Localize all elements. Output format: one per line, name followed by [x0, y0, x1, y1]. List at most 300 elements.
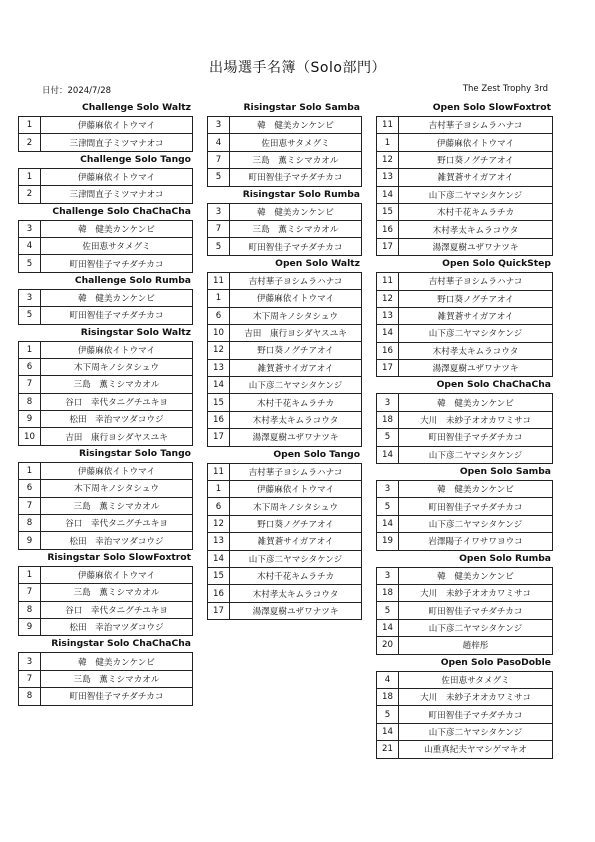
entry-number: 15 [208, 394, 230, 411]
competitor-name: 大川 未紗子オオカワミサコ [399, 411, 553, 428]
entry-number: 6 [208, 498, 230, 515]
table-row [19, 670, 193, 687]
entry-number: 17 [208, 602, 230, 619]
competitor-name: 吉村華子ヨシムラハナコ [399, 117, 553, 134]
entry-number: 21 [377, 741, 399, 758]
table-row [19, 428, 193, 445]
entry-number: 5 [208, 238, 230, 255]
competitor-name: 山下彦二ヤマシタケンジ [399, 619, 553, 636]
table-row [208, 342, 362, 359]
table-row [208, 515, 362, 532]
table-row [377, 706, 553, 723]
entry-table [207, 272, 362, 447]
entry-table [376, 272, 553, 377]
entry-number: 5 [377, 429, 399, 446]
competitor-name: 野口葵ノグチアオイ [399, 151, 553, 168]
entry-number: 10 [208, 324, 230, 341]
category-section [18, 550, 193, 637]
entry-number: 12 [377, 290, 399, 307]
entry-number: 1 [377, 134, 399, 151]
entry-number: 17 [377, 360, 399, 377]
competitor-name: 木村千花キムラチカ [230, 567, 362, 584]
entry-table [18, 341, 193, 446]
competitor-name: 伊藤麻依イトウマイ [399, 134, 553, 151]
table-row [377, 584, 553, 601]
entry-number: 1 [208, 481, 230, 498]
entry-number: 11 [377, 117, 399, 134]
competitor-name: 三島 薫ミシマカオル [41, 497, 193, 514]
table-row [377, 186, 553, 203]
entry-table [207, 116, 362, 187]
competitor-name: 松田 幸治マツダコウジ [41, 532, 193, 549]
competitor-name: 町田智佳子マチダチカコ [399, 706, 553, 723]
competitor-name: 大川 未紗子オオカワミサコ [399, 688, 553, 705]
entry-number: 5 [208, 169, 230, 186]
entry-number: 14 [377, 446, 399, 463]
competitor-name: 谷口 幸代タニグチユキヨ [41, 515, 193, 532]
table-row [208, 151, 362, 168]
competitor-name: 木下周キノシタシュウ [41, 358, 193, 375]
entry-number: 16 [377, 342, 399, 359]
table-row [377, 567, 553, 584]
competitor-name: 三津間直子ミツマナオコ [41, 186, 193, 203]
category-section [207, 100, 362, 187]
entry-table [207, 203, 362, 256]
table-row [208, 463, 362, 480]
competitor-name: 木村孝太キムラコウタ [399, 342, 553, 359]
competitor-name: 佐田恵サタメグミ [230, 134, 362, 151]
page-title: 出場選手名簿（Solo部門） [209, 60, 386, 76]
category-section [18, 636, 193, 705]
category-title: Open Solo ChaChaCha [436, 379, 551, 391]
competitor-name: 雑賀蒼サイガアオイ [399, 307, 553, 324]
competitor-name: 山下彦二ヤマシタケンジ [230, 377, 362, 394]
competitor-name: 町田智佳子マチダチカコ [230, 238, 362, 255]
competitor-name: 山下彦二ヤマシタケンジ [399, 446, 553, 463]
competitor-name: 吉田 康行ヨシダヤスユキ [230, 324, 362, 341]
table-row [19, 497, 193, 514]
category-section [18, 446, 193, 550]
table-row [377, 723, 553, 740]
table-row [19, 289, 193, 306]
category-title: Challenge Solo ChaChaCha [52, 205, 191, 217]
table-row [208, 394, 362, 411]
table-row [19, 358, 193, 375]
competitor-name: 雑賀蒼サイガアオイ [399, 169, 553, 186]
table-row [19, 134, 193, 151]
category-title: Open Solo Waltz [275, 257, 360, 269]
entry-number: 20 [377, 637, 399, 654]
entry-table [18, 462, 193, 550]
entry-number: 6 [19, 358, 41, 375]
competitor-name: 松田 幸治マツダコウジ [41, 411, 193, 428]
category-section [18, 152, 193, 204]
competitor-name: 吉村華子ヨシムラハナコ [230, 463, 362, 480]
entry-number: 7 [208, 220, 230, 237]
table-row [377, 741, 553, 758]
table-row [208, 533, 362, 550]
competitor-name: 木村千花キムラチカ [399, 203, 553, 220]
entry-number: 3 [377, 481, 399, 498]
competitor-name: 伊藤麻依イトウマイ [41, 462, 193, 479]
category-section [207, 256, 362, 447]
entry-number: 13 [377, 169, 399, 186]
table-row [377, 688, 553, 705]
competitor-name: 谷口 幸代タニグチユキヨ [41, 601, 193, 618]
entry-number: 3 [377, 394, 399, 411]
table-row [377, 238, 553, 255]
entry-number: 3 [208, 117, 230, 134]
table-row [208, 550, 362, 567]
entry-number: 17 [377, 238, 399, 255]
table-row [377, 637, 553, 654]
category-section [376, 551, 553, 655]
competitor-name: 大川 未紗子オオカワミサコ [399, 584, 553, 601]
entry-table [18, 652, 193, 705]
table-row [19, 601, 193, 618]
competitor-name: 伊藤麻依イトウマイ [41, 341, 193, 358]
table-row [19, 307, 193, 324]
entry-number: 1 [19, 566, 41, 583]
entry-number: 4 [208, 134, 230, 151]
competitor-name: 韓 健美カンケンビ [230, 203, 362, 220]
table-row [19, 168, 193, 185]
category-section [376, 256, 553, 377]
table-row [208, 481, 362, 498]
entry-number: 10 [19, 428, 41, 445]
entry-number: 17 [208, 429, 230, 446]
entry-number: 11 [377, 273, 399, 290]
competitor-name: 韓 健美カンケンビ [41, 653, 193, 670]
table-row [208, 602, 362, 619]
competitor-name: 木下周キノシタシュウ [41, 480, 193, 497]
table-row [377, 498, 553, 515]
entry-number: 7 [19, 670, 41, 687]
category-title: Risingstar Solo Tango [78, 447, 191, 459]
competitor-name: 木村孝太キムラコウタ [230, 585, 362, 602]
competitor-name: 岩澤陽子イワサワヨウコ [399, 533, 553, 550]
entry-table [18, 220, 193, 273]
competitor-name: 野口葵ノグチアオイ [230, 342, 362, 359]
competitor-name: 三島 薫ミシマカオル [230, 220, 362, 237]
entry-number: 1 [19, 462, 41, 479]
table-row [208, 238, 362, 255]
table-row [208, 498, 362, 515]
table-row [377, 325, 553, 342]
competitor-name: 三島 薫ミシマカオル [41, 584, 193, 601]
competitor-name: 三津間直子ミツマナオコ [41, 134, 193, 151]
category-section [18, 273, 193, 325]
table-row [19, 584, 193, 601]
competitor-name: 湯澤夏樹ユザワナツキ [230, 429, 362, 446]
entry-number: 8 [19, 688, 41, 705]
entry-table [18, 566, 193, 637]
table-row [377, 394, 553, 411]
column-left [18, 100, 193, 706]
entry-number: 3 [208, 203, 230, 220]
entry-table [18, 116, 193, 152]
category-section [18, 325, 193, 446]
table-row [19, 653, 193, 670]
competitor-name: 山下彦二ヤマシタケンジ [230, 550, 362, 567]
competitor-name: 町田智佳子マチダチカコ [41, 688, 193, 705]
category-title: Risingstar Solo Samba [243, 102, 360, 113]
competitor-name: 松田 幸治マツダコウジ [41, 618, 193, 635]
entry-number: 3 [19, 653, 41, 670]
entry-number: 5 [19, 307, 41, 324]
competitor-name: 佐田恵サタメグミ [41, 237, 193, 254]
column-middle [207, 100, 362, 620]
entry-number: 6 [19, 480, 41, 497]
entry-number: 13 [208, 359, 230, 376]
competitor-name: 三島 薫ミシマカオル [41, 376, 193, 393]
entry-number: 16 [208, 411, 230, 428]
entry-number: 4 [19, 237, 41, 254]
entry-number: 1 [208, 290, 230, 307]
competitor-name: 木下周キノシタシュウ [230, 498, 362, 515]
category-title: Open Solo Rumba [459, 552, 551, 564]
category-title: Challenge Solo Rumba [74, 274, 191, 286]
competitor-name: 町田智佳子マチダチカコ [399, 602, 553, 619]
table-row [19, 618, 193, 635]
competitor-name: 伊藤麻依イトウマイ [41, 566, 193, 583]
competitor-name: 湯澤夏樹ユザワナツキ [230, 602, 362, 619]
category-section [376, 100, 553, 256]
entry-number: 8 [19, 601, 41, 618]
entry-number: 5 [377, 602, 399, 619]
entry-number: 2 [19, 186, 41, 203]
table-row [19, 532, 193, 549]
entry-number: 8 [19, 393, 41, 410]
table-row [208, 117, 362, 134]
entry-number: 14 [208, 550, 230, 567]
competitor-name: 雑賀蒼サイガアオイ [230, 533, 362, 550]
entry-number: 18 [377, 411, 399, 428]
competitor-name: 吉田 康行ヨシダヤスユキ [41, 428, 193, 445]
category-title: Risingstar Solo ChaChaCha [51, 638, 191, 650]
entry-number: 14 [377, 723, 399, 740]
table-row [377, 169, 553, 186]
date-label: 日付：2024/7/28 [42, 86, 112, 96]
table-row [19, 237, 193, 254]
entry-number: 3 [377, 567, 399, 584]
competitor-name: 町田智佳子マチダチカコ [41, 255, 193, 272]
entry-number: 2 [19, 134, 41, 151]
competitor-name: 木村千花キムラチカ [230, 394, 362, 411]
table-row [377, 411, 553, 428]
table-row [377, 446, 553, 463]
table-row [377, 602, 553, 619]
table-row [19, 688, 193, 705]
category-title: Open Solo QuickStep [442, 258, 551, 270]
competitor-name: 山下彦二ヤマシタケンジ [399, 325, 553, 342]
category-title: Risingstar Solo Waltz [80, 326, 191, 338]
entry-number: 13 [208, 533, 230, 550]
entry-number: 14 [377, 325, 399, 342]
entry-number: 14 [208, 377, 230, 394]
entry-number: 3 [19, 220, 41, 237]
category-title: Open Solo Tango [273, 448, 360, 460]
table-row [377, 203, 553, 220]
category-title: Risingstar Solo Rumba [242, 188, 360, 200]
entry-number: 14 [377, 515, 399, 532]
competitor-name: 韓 健美カンケンビ [41, 220, 193, 237]
table-row [19, 376, 193, 393]
competitor-name: 雑賀蒼サイガアオイ [230, 359, 362, 376]
competitor-name: 山下彦二ヤマシタケンジ [399, 723, 553, 740]
entry-number: 18 [377, 688, 399, 705]
category-title: Challenge Solo Tango [80, 153, 191, 165]
table-row [208, 220, 362, 237]
category-title: Open Solo SlowFoxtrot [432, 102, 551, 113]
table-row [208, 411, 362, 428]
competitor-name: 谷口 幸代タニグチユキヨ [41, 393, 193, 410]
entry-number: 5 [377, 706, 399, 723]
competitor-name: 野口葵ノグチアオイ [399, 290, 553, 307]
competitor-name: 吉村華子ヨシムラハナコ [230, 272, 362, 289]
competitor-name: 韓 健美カンケンビ [399, 394, 553, 411]
category-title: Risingstar Solo SlowFoxtrot [47, 551, 191, 563]
entry-number: 11 [208, 272, 230, 289]
table-row [19, 462, 193, 479]
competitor-name: 町田智佳子マチダチカコ [230, 169, 362, 186]
competitor-name: 伊藤麻依イトウマイ [230, 290, 362, 307]
table-row [19, 515, 193, 532]
competitor-name: 韓 健美カンケンビ [41, 289, 193, 306]
table-row [208, 324, 362, 341]
entry-number: 1 [19, 117, 41, 134]
column-right [376, 100, 553, 759]
competitor-name: 山下彦二ヤマシタケンジ [399, 515, 553, 532]
table-row [19, 255, 193, 272]
table-row [377, 533, 553, 550]
entry-number: 6 [208, 307, 230, 324]
competitor-name: 伊藤麻依イトウマイ [41, 168, 193, 185]
category-section [18, 204, 193, 273]
entry-number: 14 [377, 186, 399, 203]
entry-number: 9 [19, 532, 41, 549]
competitor-name: 木村孝太キムラコウタ [399, 221, 553, 238]
table-row [377, 117, 553, 134]
category-title: Challenge Solo Waltz [81, 102, 191, 113]
entry-number: 9 [19, 618, 41, 635]
entry-number: 9 [19, 411, 41, 428]
table-row [377, 151, 553, 168]
entry-number: 12 [208, 342, 230, 359]
table-row [208, 567, 362, 584]
competitor-name: 伊藤麻依イトウマイ [41, 117, 193, 134]
category-section [207, 187, 362, 256]
table-row [377, 481, 553, 498]
table-row [208, 272, 362, 289]
entry-number: 5 [19, 255, 41, 272]
competitor-name: 湯澤夏樹ユザワナツキ [399, 238, 553, 255]
competitor-name: 野口葵ノグチアオイ [230, 515, 362, 532]
competitor-name: 山重真紀夫ヤマシゲマキオ [399, 741, 553, 758]
category-section [376, 655, 553, 759]
entry-number: 8 [19, 515, 41, 532]
competitor-name: 伊藤麻依イトウマイ [230, 481, 362, 498]
entry-table [376, 480, 553, 551]
table-row [377, 619, 553, 636]
table-row [19, 411, 193, 428]
entry-table [376, 116, 553, 256]
entry-number: 1 [19, 168, 41, 185]
competitor-name: 吉村華子ヨシムラハナコ [399, 273, 553, 290]
entry-number: 13 [377, 307, 399, 324]
competitor-name: 町田智佳子マチダチカコ [41, 307, 193, 324]
entry-number: 14 [377, 619, 399, 636]
table-row [377, 273, 553, 290]
table-row [19, 480, 193, 497]
table-row [19, 220, 193, 237]
entry-table [376, 393, 553, 464]
category-title: Open Solo PasoDoble [440, 656, 551, 668]
table-row [208, 169, 362, 186]
table-row [208, 359, 362, 376]
competitor-name: 山下彦二ヤマシタケンジ [399, 186, 553, 203]
entry-number: 7 [208, 151, 230, 168]
table-row [208, 429, 362, 446]
event-name: The Zest Trophy 3rd [462, 84, 548, 94]
table-row [208, 307, 362, 324]
table-row [19, 393, 193, 410]
table-row [377, 290, 553, 307]
entry-number: 4 [377, 671, 399, 688]
entry-number: 19 [377, 533, 399, 550]
table-row [377, 671, 553, 688]
category-section [376, 464, 553, 551]
entry-number: 12 [208, 515, 230, 532]
entry-number: 7 [19, 376, 41, 393]
entry-table [376, 671, 553, 759]
competitor-name: 三島 薫ミシマカオル [230, 151, 362, 168]
competitor-name: 木村孝太キムラコウタ [230, 411, 362, 428]
entry-number: 5 [377, 498, 399, 515]
table-row [377, 307, 553, 324]
table-row [377, 221, 553, 238]
competitor-name: 趙梓彤 [399, 637, 553, 654]
entry-number: 15 [208, 567, 230, 584]
competitor-name: 佐田恵サタメグミ [399, 671, 553, 688]
entry-number: 1 [19, 341, 41, 358]
competitor-name: 町田智佳子マチダチカコ [399, 498, 553, 515]
entry-table [376, 567, 553, 655]
entry-number: 12 [377, 151, 399, 168]
table-row [208, 377, 362, 394]
table-row [377, 360, 553, 377]
entry-number: 7 [19, 584, 41, 601]
entry-table [18, 168, 193, 204]
entry-number: 7 [19, 497, 41, 514]
category-section [18, 100, 193, 152]
table-row [208, 585, 362, 602]
category-section [207, 447, 362, 621]
category-section [376, 377, 553, 464]
entry-number: 3 [19, 289, 41, 306]
table-row [19, 341, 193, 358]
category-title: Open Solo Samba [459, 466, 551, 478]
table-row [377, 342, 553, 359]
competitor-name: 三島 薫ミシマカオル [41, 670, 193, 687]
entry-number: 18 [377, 584, 399, 601]
table-row [19, 566, 193, 583]
table-row [19, 117, 193, 134]
competitor-name: 町田智佳子マチダチカコ [399, 429, 553, 446]
table-row [208, 290, 362, 307]
table-row [377, 515, 553, 532]
entry-number: 15 [377, 203, 399, 220]
